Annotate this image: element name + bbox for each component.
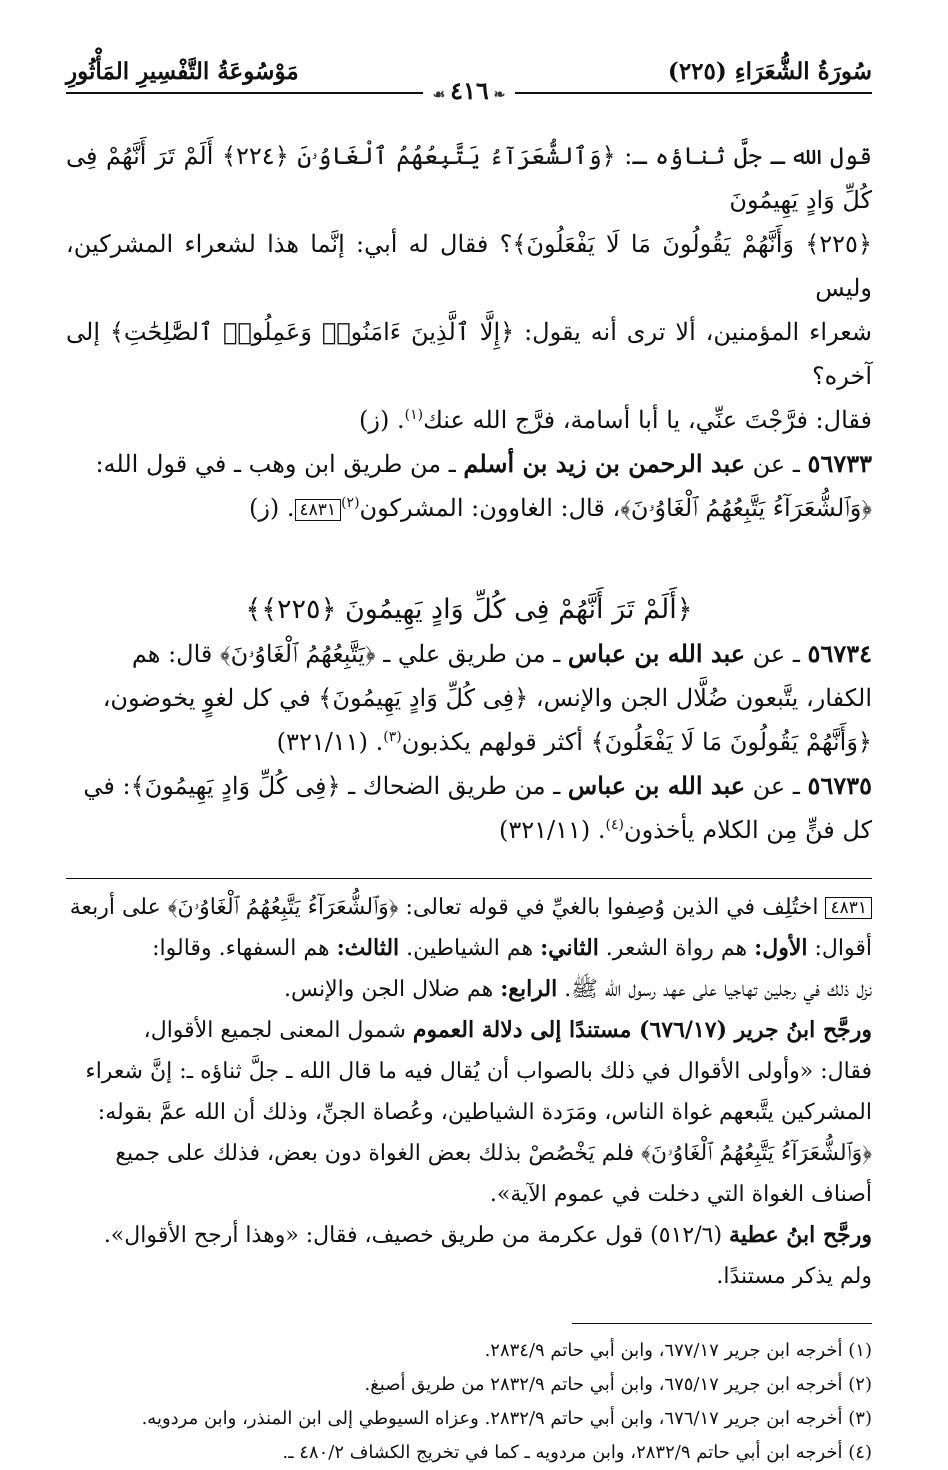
page [66, 58, 872, 1470]
entry-text: كل فنٍّ مِن الكلام يأخذون [623, 816, 872, 844]
para1-line1: قول الله ـ جلَّ ثناؤه ـ: ﴿وَٱلشُّعَرَآءُ يَتَّبِعُهُمُ ٱلْغَاوُۥنَ ﴿٢٢٤﴾ أَلَمْ تَرَ أَنَّهُمْ فِى كُلِّ وَادٍ يَهِيمُونَ [66, 142, 873, 214]
opinion-label: الثالث: [336, 935, 400, 961]
entry-56734-line3 [66, 720, 872, 764]
footnote-4: (٤) أخرجه ابن أبي حاتم ٢٨٣٢/٩، وابن مردويه ـ كما في تخريج الكشاف ٤٨٠/٢ ـ. [282, 1442, 872, 1463]
book-title: مَوْسُوعَةُ التَّفْسِيرِ المَأْثُورِ [66, 58, 299, 85]
commentary-note [66, 887, 872, 1297]
entry-tail: . (٣٢١/١١) [498, 816, 606, 844]
page-number-wrap [66, 76, 872, 119]
running-header [66, 58, 872, 105]
entry-number: ٥٦٧٣٣ [807, 449, 872, 478]
entry-number: ٥٦٧٣٤ [807, 639, 872, 668]
footnote-1: (١) أخرجه ابن جرير ٦٧٧/١٧، وابن أبي حاتم ٢٨٣٤/٩. [484, 1340, 872, 1361]
footnotes [66, 1334, 872, 1470]
para1-line4 [66, 398, 872, 442]
footnote-ref[interactable]: (٢) [341, 495, 360, 511]
note-text: اختُلِف في الذين وُصِفوا بالغيِّ في قوله تعالى: ﴿وَٱلشُّعَرَآءُ يَتَّبِعُهُمُ ٱلْغَاوُۥنَ﴾ على أربعة [69, 895, 826, 920]
narrator-name: عبد الرحمن بن زيد بن أسلم [463, 449, 746, 478]
note-text: هم الشياطين. [399, 936, 541, 961]
para1-tail: . (ز) [359, 406, 405, 434]
entry-number: ٥٦٧٣٥ [807, 771, 872, 800]
main-text [66, 134, 872, 852]
note-text: شمول المعنى لجميع الأقوال، [143, 1018, 413, 1043]
note-line7: ﴿وَٱلشُّعَرَآءُ يَتَّبِعُهُمُ ٱلْغَاوُۥنَ﴾ فلم يَخْصُصْ بذلك بعض الغواة دون بعض، فذلك على جميع [115, 1141, 872, 1166]
surah-title: سُورَةُ الشُّعَرَاءِ (٢٢٥) [667, 58, 872, 85]
entry-56733-line2 [66, 486, 872, 530]
narrator-name: عبد الله بن عباس [567, 639, 746, 668]
entry-56735 [66, 764, 872, 808]
entry-text: ـ عن [745, 772, 808, 800]
entry-56735-line2 [66, 808, 872, 852]
note-line8: أصناف الغواة التي دخلت في عموم الآية». [489, 1182, 872, 1207]
para1-line3: شعراء المؤمنين، ألا ترى أنه يقول: ﴿إِلَّا ٱلَّذِينَ ءَامَنُوا۟ وَعَمِلُوا۟ ٱلصَّٰلِحَٰتِ﴾ إلى آخره؟ [66, 318, 872, 390]
footnote-ref[interactable]: (١) [404, 407, 424, 423]
entry-56733 [66, 442, 872, 486]
entry-56734 [66, 632, 872, 676]
entry-text: ـ من طريق ابن وهب ـ في قول الله: [95, 450, 464, 478]
note-line5: فقال: «وأولى الأقوال في ذلك بالصواب أن يُقال فيه ما قال الله ـ جلَّ ثناؤه ـ: إنَّ شعراء [85, 1059, 872, 1084]
note-line9 [66, 1215, 872, 1256]
para1-line4-text: فقال: فرَّجْتَ عنِّي، يا أبا أسامة، فرَّج الله عنك [423, 406, 872, 434]
verse-heading: ﴿أَلَمْ تَرَ أَنَّهُمْ فِى كُلِّ وَادٍ يَهِيمُونَ ﴿٢٢٥﴾﴾ [245, 594, 693, 625]
note-line2 [66, 928, 872, 969]
note-text: هم رواة الشعر. [598, 936, 755, 961]
note-line10: ولم يذكر مستندًا. [716, 1264, 872, 1289]
entry-text: ﴿وَأَنَّهُمْ يَقُولُونَ مَا لَا يَفْعَلُونَ﴾ أكثر قولهم يكذبون [401, 728, 872, 756]
note-number-box: ٤٨٣١ [825, 897, 872, 919]
note-divider [66, 878, 872, 879]
entry-text: ـ عن [745, 450, 808, 478]
footnote-2: (٢) أخرجه ابن جرير ٦٧٥/١٧، وابن أبي حاتم ٢٨٣٢/٩ من طريق أصبغ. [364, 1374, 872, 1395]
entry-tail: . (ز) [248, 494, 295, 522]
note-line4 [66, 1010, 872, 1051]
entry-text: ﴿وَٱلشُّعَرَآءُ يَتَّبِعُهُمُ ٱلْغَاوُۥنَ﴾، قال: الغاوون: المشركون [359, 494, 872, 522]
note-text: هم ضلال الجن والإنس. [283, 977, 501, 1002]
footnote-divider [572, 1323, 872, 1324]
cross-ref-box[interactable]: ٤٨٣١ [295, 499, 342, 521]
ornament-icon: ☙ [432, 87, 451, 103]
entry-56734-line2: الكفار، يتَّبعون ضُلَّال الجن والإنس، ﴿فِى كُلِّ وَادٍ يَهِيمُونَ﴾ في كل لغوٍ يخوضون، [102, 684, 872, 712]
narrator-name: عبد الله بن عباس [567, 771, 746, 800]
note-text: (٥١٢/٦) قول عكرمة من طريق خصيف، فقال: «وهذا أرجح الأقوال». [103, 1223, 730, 1248]
opinion-label: الأول: [754, 935, 808, 961]
para1-line2: ﴿٢٢٥﴾ وَأَنَّهُمْ يَقُولُونَ مَا لَا يَفْعَلُونَ﴾؟ فقال له أبي: إنَّما هذا لشعراء المشركين، وليس [66, 230, 872, 302]
note-text: هم السفهاء. وقالوا: [152, 936, 337, 961]
opinion-label: الثاني: [540, 935, 599, 961]
footnote-ref[interactable]: (٣) [383, 729, 402, 745]
note-line6: المشركين يتَّبعهم غواة الناس، ومَرَدة الشياطين، وعُصاة الجنِّ، وذلك أن الله عمَّ بقوله: [97, 1100, 872, 1125]
note-line1 [66, 887, 872, 928]
note-text: أقوال: [807, 936, 872, 961]
note-bold: ورجَّح ابنُ جرير (٦٧٦/١٧) مستندًا إلى دلالة العموم [412, 1017, 872, 1043]
page-number [423, 76, 516, 105]
note-bold: ورجَّح ابنُ عطية [729, 1222, 872, 1248]
footnote-ref[interactable]: (٤) [605, 817, 624, 833]
footnote-3: (٣) أخرجه ابن جرير ٦٧٦/١٧، وابن أبي حاتم ٢٨٣٢/٩. وعزاه السيوطي إلى ابن المنذر، وابن مردويه. [141, 1408, 872, 1429]
opinion-label: الرابع: [500, 976, 558, 1002]
entry-tail: . (٣٢١/١١) [276, 728, 384, 756]
entry-text: ـ من طريق الضحاك ـ ﴿فِى كُلِّ وَادٍ يَهِيمُونَ﴾: في [83, 772, 568, 800]
note-text: نزل ذلك في رجلين تهاجيا على عهد رسول الله ﷺ. [557, 977, 872, 1002]
note-line3 [66, 969, 872, 1010]
ornament-icon: ❧ [488, 87, 506, 103]
entry-text: ـ من طريق علي ـ ﴿يَتَّبِعُهُمُ ٱلْغَاوُۥنَ﴾ قال: هم [131, 640, 568, 668]
page-number-text: ٤١٦ [450, 76, 489, 105]
entry-text: ـ عن [745, 640, 808, 668]
spacer [66, 530, 872, 588]
